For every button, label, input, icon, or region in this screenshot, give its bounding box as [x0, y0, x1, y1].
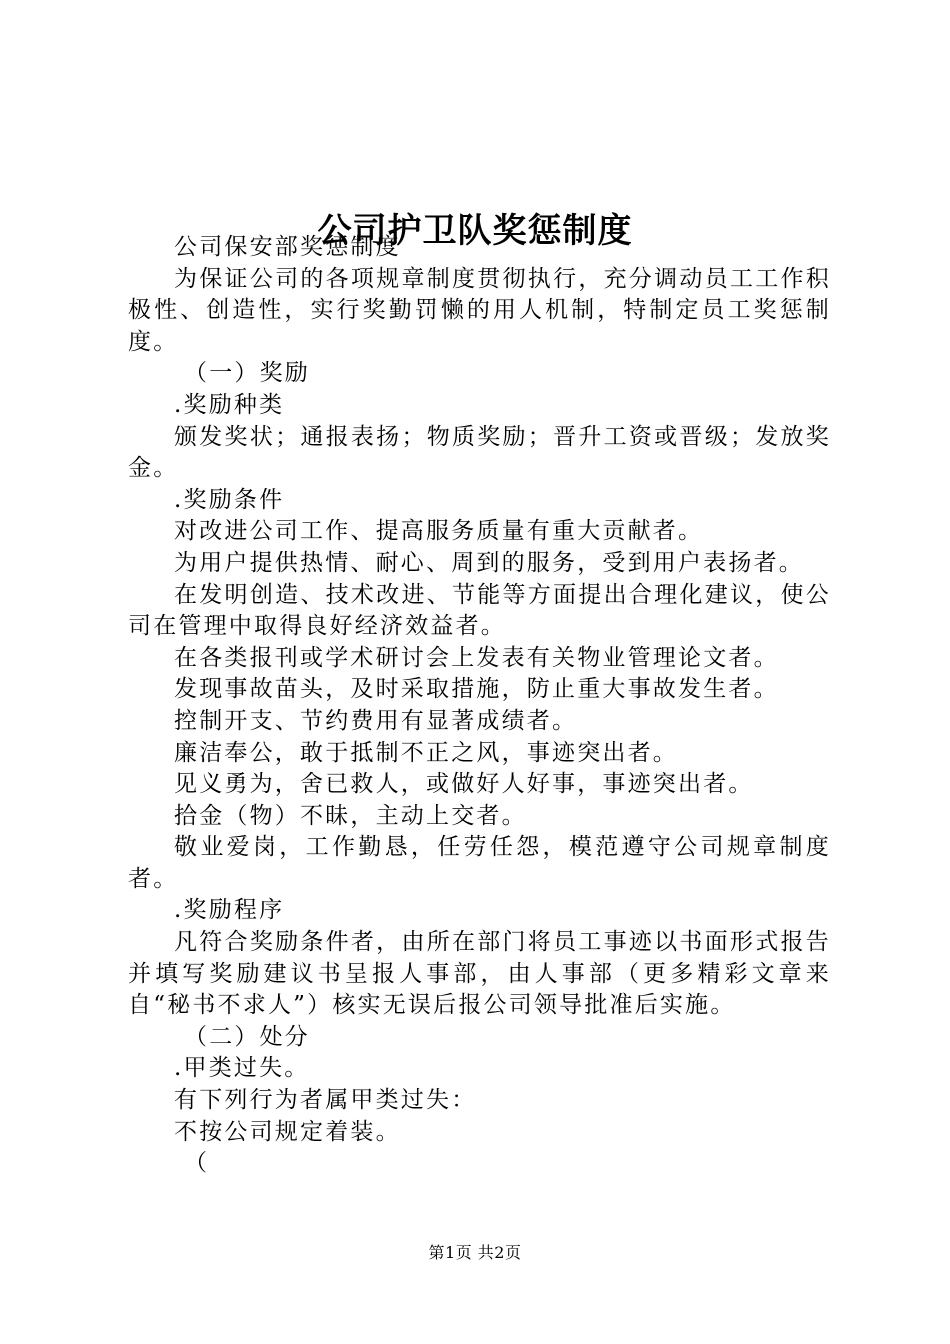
subsection-heading: .奖励条件 — [174, 486, 285, 513]
section-heading: （二）处分 — [184, 1023, 310, 1050]
list-item: 控制开支、节约费用有显著成绩者。 — [174, 707, 578, 734]
list-item: 不按公司规定着装。 — [174, 1118, 401, 1145]
list-item: 拾金（物）不昧，主动上交者。 — [174, 802, 527, 829]
subsection-heading: .奖励种类 — [174, 391, 285, 418]
document-title: 公司护卫队奖惩制度 — [317, 210, 633, 251]
list-item: 对改进公司工作、提高服务质量有重大贡献者。 — [174, 518, 704, 545]
page-number: 第1页 共2页 — [428, 1243, 522, 1262]
subsection-heading: .甲类过失。 — [174, 1055, 310, 1082]
list-item: 在发明创造、技术改进、节能等方面提出合理化建议，使公司在管理中取得良好经济效益者。 — [128, 581, 831, 640]
list-item: 敬业爱岗，工作勤恳，任劳任怨，模范遵守公司规章制度者。 — [128, 834, 831, 892]
paragraph: 为保证公司的各项规章制度贯彻执行，充分调动员工工作积极性、创造性，实行奖勤罚懒的用人机制，特制定员工奖惩制度。 — [128, 265, 831, 355]
document-body — [128, 232, 831, 1180]
truncated-paragraph: （ — [184, 1150, 210, 1177]
list-item: 廉洁奉公，敢于抵制不正之风，事迹突出者。 — [174, 739, 678, 766]
section-heading: （一）奖励 — [184, 360, 310, 387]
list-item: 见义勇为，舍已救人，或做好人好事，事迹突出者。 — [174, 771, 754, 798]
list-item: 发现事故苗头，及时采取措施，防止重大事故发生者。 — [174, 676, 779, 703]
paragraph: 凡符合奖励条件者，由所在部门将员工事迹以书面形式报告并填写奖励建议书呈报人事部，由人事部（更多精彩文章来自“秘书不求人”）核实无误后报公司领导批准后实施。 — [128, 929, 831, 1019]
paragraph: 颁发奖状；通报表扬；物质奖励；晋升工资或晋级；发放奖金。 — [128, 423, 831, 482]
subsection-heading: .奖励程序 — [174, 897, 285, 924]
list-item: 为用户提供热情、耐心、周到的服务，受到用户表扬者。 — [174, 549, 804, 576]
paragraph: 公司保安部奖惩制度 — [174, 234, 401, 260]
paragraph: 有下列行为者属甲类过失： — [174, 1087, 477, 1114]
list-item: 在各类报刊或学术研讨会上发表有关物业管理论文者。 — [174, 644, 779, 671]
